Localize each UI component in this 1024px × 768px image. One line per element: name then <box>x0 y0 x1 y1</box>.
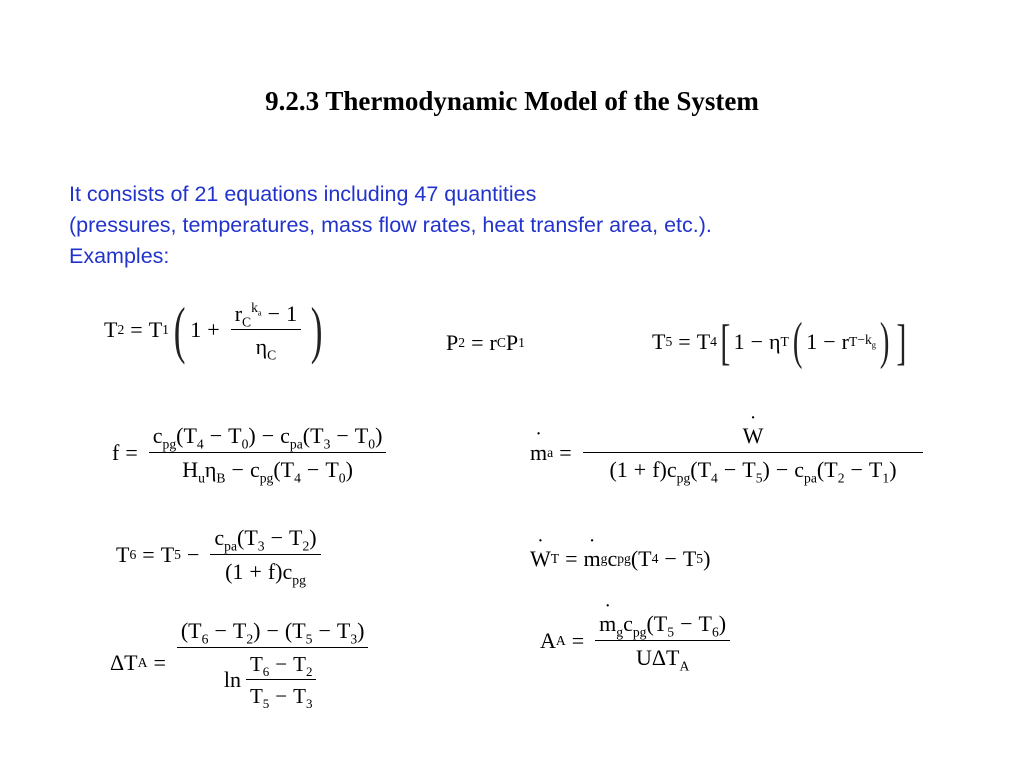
equation-t6: T 6 = T 5 − $\frac{c_{pa}(T_3 - T_2)}{(1 + f)c_{pg}}$ <box>116 524 326 585</box>
equation-t5: T 5 = T 4 [ 1 − η T ( 1 − r T $-k_g$ ) ] <box>652 313 907 370</box>
equation-t2: T 2 = T 1 ( 1 + $\frac{r_C^{k_a} - 1}{\eta_C}$ ) <box>104 294 323 365</box>
equation-aa: A A = ˙ $\frac{m_gc_{pg}(T_5 - T_6)}{U\Delta T_A}$ <box>540 610 735 671</box>
equation-f: f = $\frac{c_{pg}(T_4 - T_0) - c_{pa}(T_3 - T_0)}{H_u\eta_B - c_{pg}(T_4 - T_0)}$ <box>112 422 391 483</box>
intro-line-1: It consists of 21 equations including 47 quantities <box>69 182 537 206</box>
intro-line-2: (pressures, temperatures, mass flow rates, heat transfer area, etc.). <box>69 213 712 237</box>
intro-line-3: Examples: <box>69 244 170 268</box>
intro-text <box>69 179 1009 272</box>
page-title: 9.2.3 Thermodynamic Model of the System <box>265 86 759 116</box>
equation-p2: P 2 = r C P 1 <box>446 330 525 355</box>
equation-wt: ˙ W T = ˙ m g c pg (T 4 − T 5 ) <box>530 546 710 572</box>
equation-delta-ta: ΔT A = $(T_6 - T_2) - (T_5 - T_3)$ ln $\frac{T_6 - T_2}{T_5 - T_3}$ <box>110 617 373 709</box>
equation-ma: ˙ m a = ˙ $\frac{W}{(1 + f)c_{pg}(T_4 - T_5) - c_{pa}(T_2 - T_1)}$ <box>530 422 928 483</box>
